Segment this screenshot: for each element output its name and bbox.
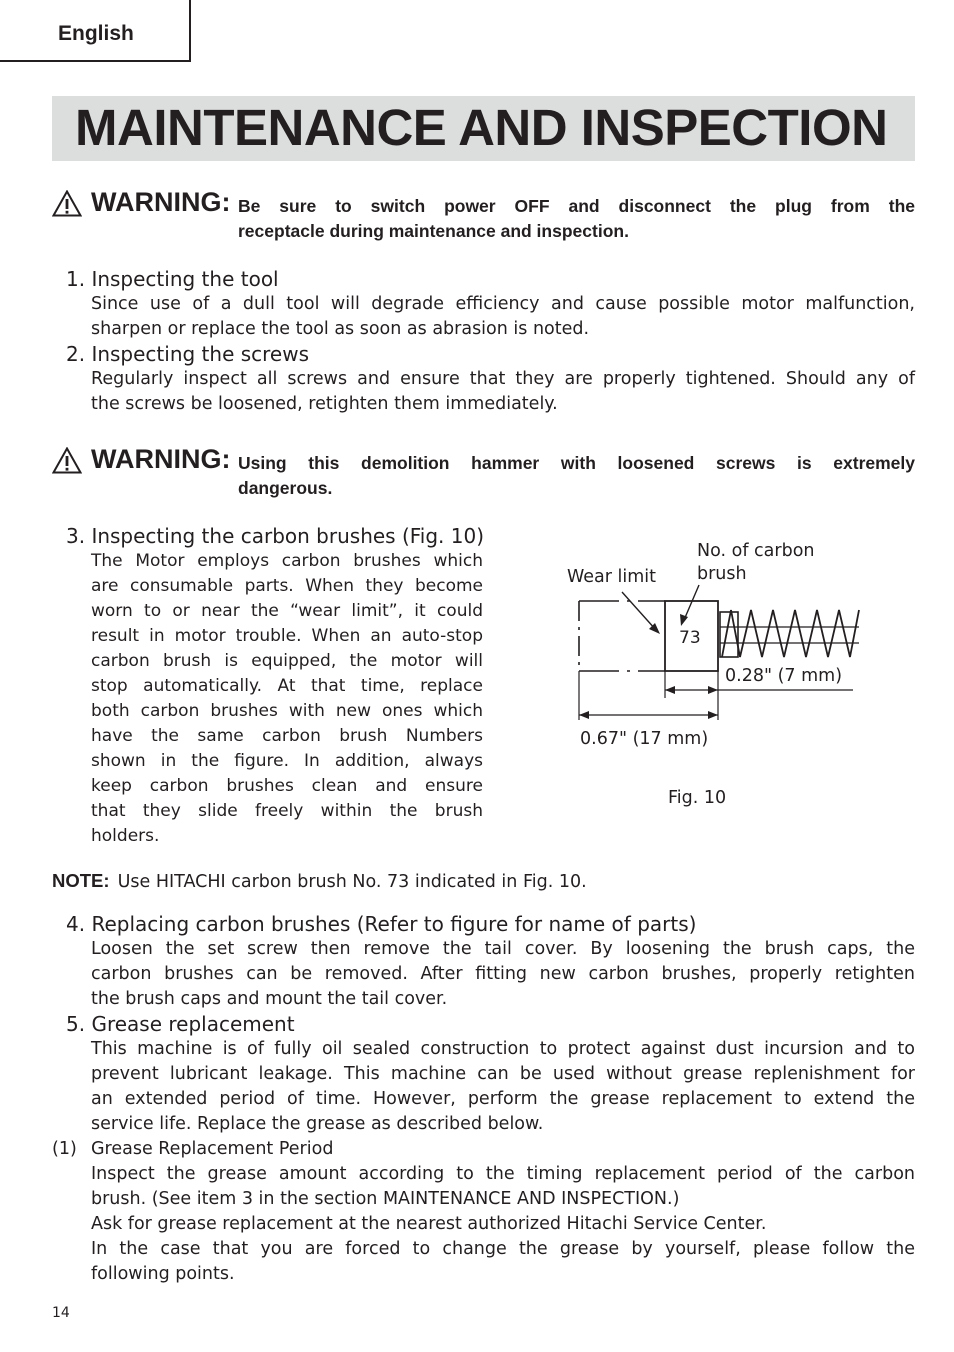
brush-number-pointer [684, 585, 699, 620]
item-3-line: stop automatically. At that time, replace [91, 676, 483, 696]
item-3-line: both carbon brushes with new ones which [91, 701, 483, 721]
item-3-line: result in motor trouble. When an auto-stop [91, 626, 483, 646]
item-5-text [91, 1037, 915, 1137]
subitem-line: Inspect the grease amount according to the timing replacement period of the carbon [91, 1164, 915, 1184]
item-5-line: an extended period of time. However, perform the grease replacement to extend the [91, 1089, 915, 1109]
dim-large-arrow-right [708, 711, 718, 719]
item-4-line: Loosen the set screw then remove the tail cover. By loosening the brush caps, the [91, 939, 915, 959]
subitem-line: brush. (See item 3 in the section MAINTENANCE AND INSPECTION.) [91, 1189, 680, 1209]
subitem-text [91, 1137, 915, 1287]
item-3-line: carbon brush is equipped, the motor will [91, 651, 483, 671]
item-4-line: the brush caps and mount the tail cover. [91, 989, 448, 1009]
subitem-heading: Grease Replacement Period [91, 1139, 334, 1159]
brush-number-label-line-2: brush [697, 564, 747, 584]
item-3-line: are consumable parts. When they become [91, 576, 483, 596]
note [52, 868, 587, 895]
item-2-line: Regularly inspect all screws and ensure that they are properly tightened. Should any of [91, 369, 915, 389]
note-label: NOTE: [52, 870, 110, 891]
item-3-line: The Motor employs carbon brushes which [91, 551, 483, 571]
item-3-line: keep carbon brushes clean and ensure [91, 776, 483, 796]
item-5-heading: 5. Grease replacement [66, 1012, 295, 1036]
brush-number-text: 73 [679, 628, 701, 648]
dim-small-arrow-left [665, 686, 675, 694]
dim-large-arrow-left [579, 711, 589, 719]
warning-2-label: WARNING: [91, 444, 231, 474]
warning-triangle-icon [52, 447, 82, 474]
item-1-line: Since use of a dull tool will degrade efficiency and cause possible motor malfunction, [91, 294, 915, 314]
subitem-line: following points. [91, 1264, 235, 1284]
wear-limit-label: Wear limit [567, 567, 657, 587]
item-2-text [91, 367, 915, 417]
dim-large-label: 0.67" (17 mm) [580, 729, 709, 749]
item-5-line: This machine is of fully oil sealed construction to protect against dust incursion and to [91, 1039, 915, 1059]
page-number: 14 [52, 1305, 70, 1321]
wear-limit-pointer [622, 592, 656, 630]
item-2-line: the screws be loosened, retighten them immediately. [91, 394, 558, 414]
item-2-heading: 2. Inspecting the screws [66, 342, 310, 366]
item-1-heading: 1. Inspecting the tool [66, 267, 279, 291]
item-3-line: holders. [91, 826, 160, 846]
warning-2-line-2: dangerous. [238, 478, 333, 498]
item-4-heading: 4. Replacing carbon brushes (Refer to figure for name of parts) [66, 912, 697, 936]
item-5-line: prevent lubricant leakage. This machine can be used without grease replenishment for [91, 1064, 915, 1084]
brush-number-label-line-1: No. of carbon [697, 541, 815, 561]
warning-1-label: WARNING: [91, 187, 231, 217]
language-label: English [58, 22, 134, 45]
warning-triangle-icon [52, 190, 82, 217]
item-1-line: sharpen or replace the tool as soon as abrasion is noted. [91, 319, 590, 339]
carbon-brush-figure [540, 530, 900, 820]
brush-number-arrowhead [680, 614, 688, 626]
figure-caption: Fig. 10 [668, 788, 727, 808]
warning-1-text [238, 194, 915, 244]
title-bar [52, 96, 915, 161]
warning-1-line-1: Be sure to switch power OFF and disconnect the plug from the [238, 196, 915, 216]
item-3-line: shown in the figure. In addition, always [91, 751, 483, 771]
item-3-line: have the same carbon brush Numbers [91, 726, 483, 746]
page-title: MAINTENANCE AND INSPECTION [75, 99, 888, 156]
warning-1-line-2: receptacle during maintenance and inspection. [238, 221, 629, 241]
warning-2-line-1: Using this demolition hammer with loosened screws is extremely [238, 453, 915, 473]
subitem-number: (1) [52, 1139, 77, 1159]
item-3-heading: 3. Inspecting the carbon brushes (Fig. 10) [66, 524, 485, 548]
item-3-text [91, 549, 483, 849]
language-tab [0, 0, 191, 62]
item-4-text [91, 937, 915, 1012]
item-1-text [91, 292, 915, 342]
item-4-line: carbon brushes can be removed. After fitting new carbon brushes, properly retighten [91, 964, 915, 984]
note-text: Use HITACHI carbon brush No. 73 indicated in Fig. 10. [117, 872, 587, 892]
dim-small-arrow-right [708, 686, 718, 694]
item-3-line: worn to or near the “wear limit”, it could [91, 601, 483, 621]
item-3-line: that they slide freely within the brush [91, 801, 483, 821]
warning-2-text [238, 451, 915, 501]
subitem-line: Ask for grease replacement at the nearest authorized Hitachi Service Center. [91, 1214, 767, 1234]
item-5-line: service life. Replace the grease as described below. [91, 1114, 544, 1134]
dim-small-label: 0.28" (7 mm) [725, 666, 843, 686]
subitem-line: In the case that you are forced to change the grease by yourself, please follow the [91, 1239, 915, 1259]
spring-coil [722, 610, 859, 657]
